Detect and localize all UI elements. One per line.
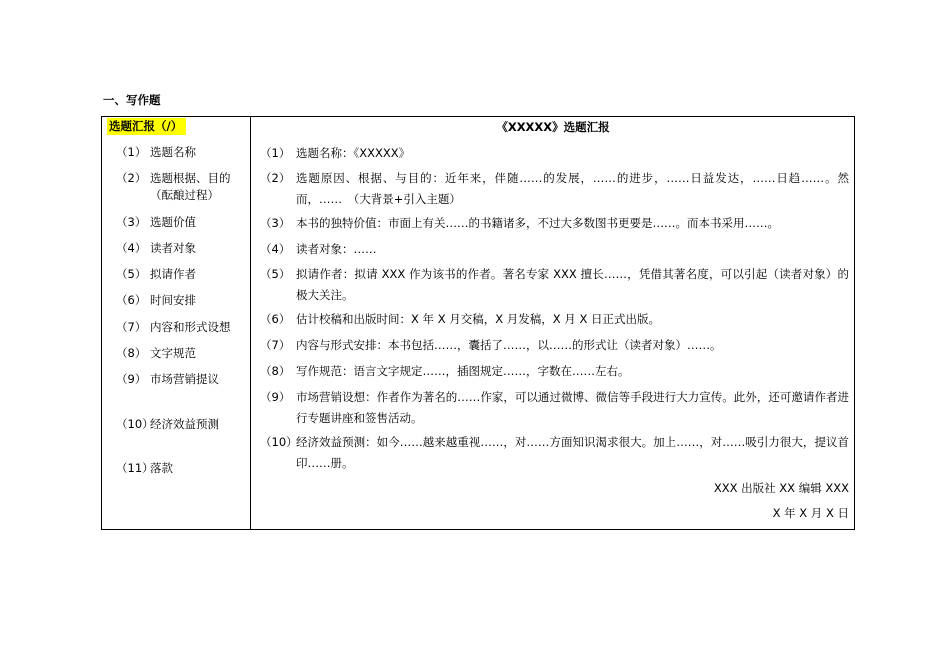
section-heading: 一、写作题	[103, 93, 161, 107]
signature-line: XXX 出版社 XX 编辑 XXX	[713, 481, 849, 495]
report-table: 选题汇报（/） （1） 选题名称 （2） 选题根据、目的（酝酿过程） （3） 选题价值 （4） 读者对象 （5） 拟请作者 （6） 时间安排 （7） 内容和形式设想 （8） 文字规范 （9） 市场营销提议 （10） 经济效益预测 （11） 落款 《XXXXX》选题汇报 （1） 选题名称：《XXXXX》 （2） 选题原因、根据、与目的：近年来，伴随……的发展，……的进步，……日益发达，……日趋……。然而，…… （大背景+引入主题） （3） 本书的独特价值：市面上有关……的书籍诸多，不过大多数图书更要是……。而本书采用……。 （4） 读者对象：…… （5） 拟请作者：拟请 XXX 作为该书的作者。著名专家 XXX 擅长……，凭借其著名度，可以引起（读者对象）的极大关注。 （6） 估计校稿和出版时间：X 年 X 月交稿，X 月发稿，X 月 X 日正式出版。 （7） 内容与形式安排：本书包括……，囊括了……，以……的形式让（读者对象）……。 （8） 写作规范：语言文字规定……，插图规定……，字数在……左右。 （9） 市场营销设想：作者作为著名的……作家，可以通过微博、微信等手段进行大力宣传。此外，还可邀请作者进行专题讲座和签售活动。 （10） 经济效益预测：如今……越来越重视……，对……方面知识渴求很大。加上……，对……吸引力很大，提议首印……册。 XXX 出版社 XX 编辑 XXX X 年 X 月 X 日	[101, 116, 855, 530]
column-divider	[250, 117, 251, 529]
date-line: X 年 X 月 X 日	[772, 506, 849, 520]
report-title: 《XXXXX》选题汇报	[496, 120, 610, 134]
left-column-header: 选题汇报（/）	[107, 118, 186, 135]
